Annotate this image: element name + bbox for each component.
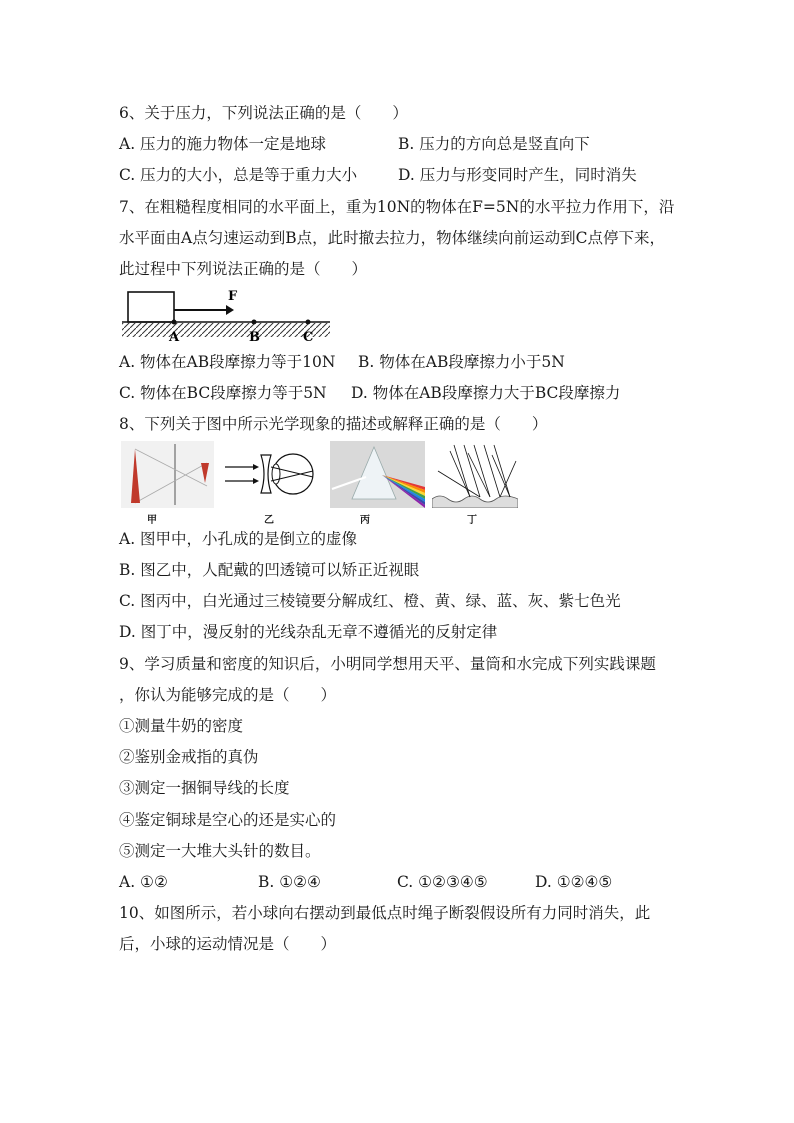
- q8-figure-jia-pinhole: [121, 441, 214, 508]
- q8-figure-yi-eye-lens: [221, 441, 321, 508]
- q8-option-c: C. 图丙中，白光通过三棱镜要分解成红、橙、黄、绿、蓝、灰、紫七色光: [119, 592, 621, 610]
- caption-yi: 乙: [264, 515, 274, 526]
- q7-stem-line1: 7、在粗糙程度相同的水平面上，重为10N的物体在F=5N的水平拉力作用下，沿: [119, 198, 675, 216]
- point-a-label: A: [169, 330, 180, 345]
- q8-figure-bing-prism: [330, 441, 425, 508]
- q9-item-3: ③测定一捆铜导线的长度: [119, 779, 290, 797]
- caption-jia: 甲: [147, 515, 157, 526]
- q9-option-b: B. ①②④: [258, 873, 321, 891]
- point-c-label: C: [303, 330, 314, 345]
- q9-item-5: ⑤测定一大堆大头针的数目。: [119, 842, 321, 860]
- q9-stem-line1: 9、学习质量和密度的知识后，小明同学想用天平、量筒和水完成下列实践课题: [119, 655, 656, 673]
- ground-hatch: [122, 323, 330, 337]
- q9-item-4: ④鉴定铜球是空心的还是实心的: [119, 811, 337, 829]
- q9-stem-line2: ，你认为能够完成的是（ ）: [119, 686, 337, 704]
- q7-stem-line2: 水平面由A点匀速运动到B点，此时撤去拉力，物体继续向前运动到C点停下来，: [119, 229, 665, 247]
- q6-option-d: D. 压力与形变同时产生，同时消失: [398, 166, 637, 184]
- q7-stem-line3: 此过程中下列说法正确的是（ ）: [119, 260, 368, 278]
- q6-stem: 6、关于压力，下列说法正确的是（ ）: [119, 104, 408, 122]
- point-b-label: B: [249, 330, 260, 345]
- concave-lens: [261, 455, 271, 493]
- q7-option-b: B. 物体在AB段摩擦力小于5N: [358, 353, 565, 371]
- q10-stem-line2: 后，小球的运动情况是（ ）: [119, 935, 337, 953]
- q6-option-a: A. 压力的施力物体一定是地球: [119, 135, 327, 153]
- q8-option-b: B. 图乙中，人配戴的凹透镜可以矫正近视眼: [119, 561, 420, 579]
- q9-option-d: D. ①②④⑤: [535, 873, 613, 891]
- q7-option-a: A. 物体在AB段摩擦力等于10N: [119, 353, 336, 371]
- caption-bing: 丙: [360, 515, 370, 526]
- q9-item-2: ②鉴别金戒指的真伪: [119, 748, 259, 766]
- q9-option-c: C. ①②③④⑤: [397, 873, 488, 891]
- force-label: F: [228, 289, 238, 304]
- q7-friction-figure: [118, 286, 338, 346]
- q9-option-a: A. ①②: [119, 873, 168, 891]
- q6-option-b: B. 压力的方向总是竖直向下: [398, 135, 590, 153]
- caption-ding: 丁: [467, 515, 477, 526]
- q8-figure-ding-diffuse-reflection: [432, 441, 518, 508]
- block-shape: [128, 292, 174, 322]
- q8-option-a: A. 图甲中，小孔成的是倒立的虚像: [119, 530, 358, 548]
- force-arrow-head: [226, 305, 234, 315]
- q7-option-d: D. 物体在AB段摩擦力大于BC段摩擦力: [351, 384, 621, 402]
- q10-stem-line1: 10、如图所示，若小球向右摆动到最低点时绳子断裂假设所有力同时消失，此: [119, 904, 651, 922]
- q6-option-c: C. 压力的大小，总是等于重力大小: [119, 166, 358, 184]
- q8-stem: 8、下列关于图中所示光学现象的描述或解释正确的是（ ）: [119, 415, 548, 433]
- q8-option-d: D. 图丁中，漫反射的光线杂乱无章不遵循光的反射定律: [119, 623, 498, 641]
- q9-item-1: ①测量牛奶的密度: [119, 717, 244, 735]
- q7-option-c: C. 物体在BC段摩擦力等于5N: [119, 384, 327, 402]
